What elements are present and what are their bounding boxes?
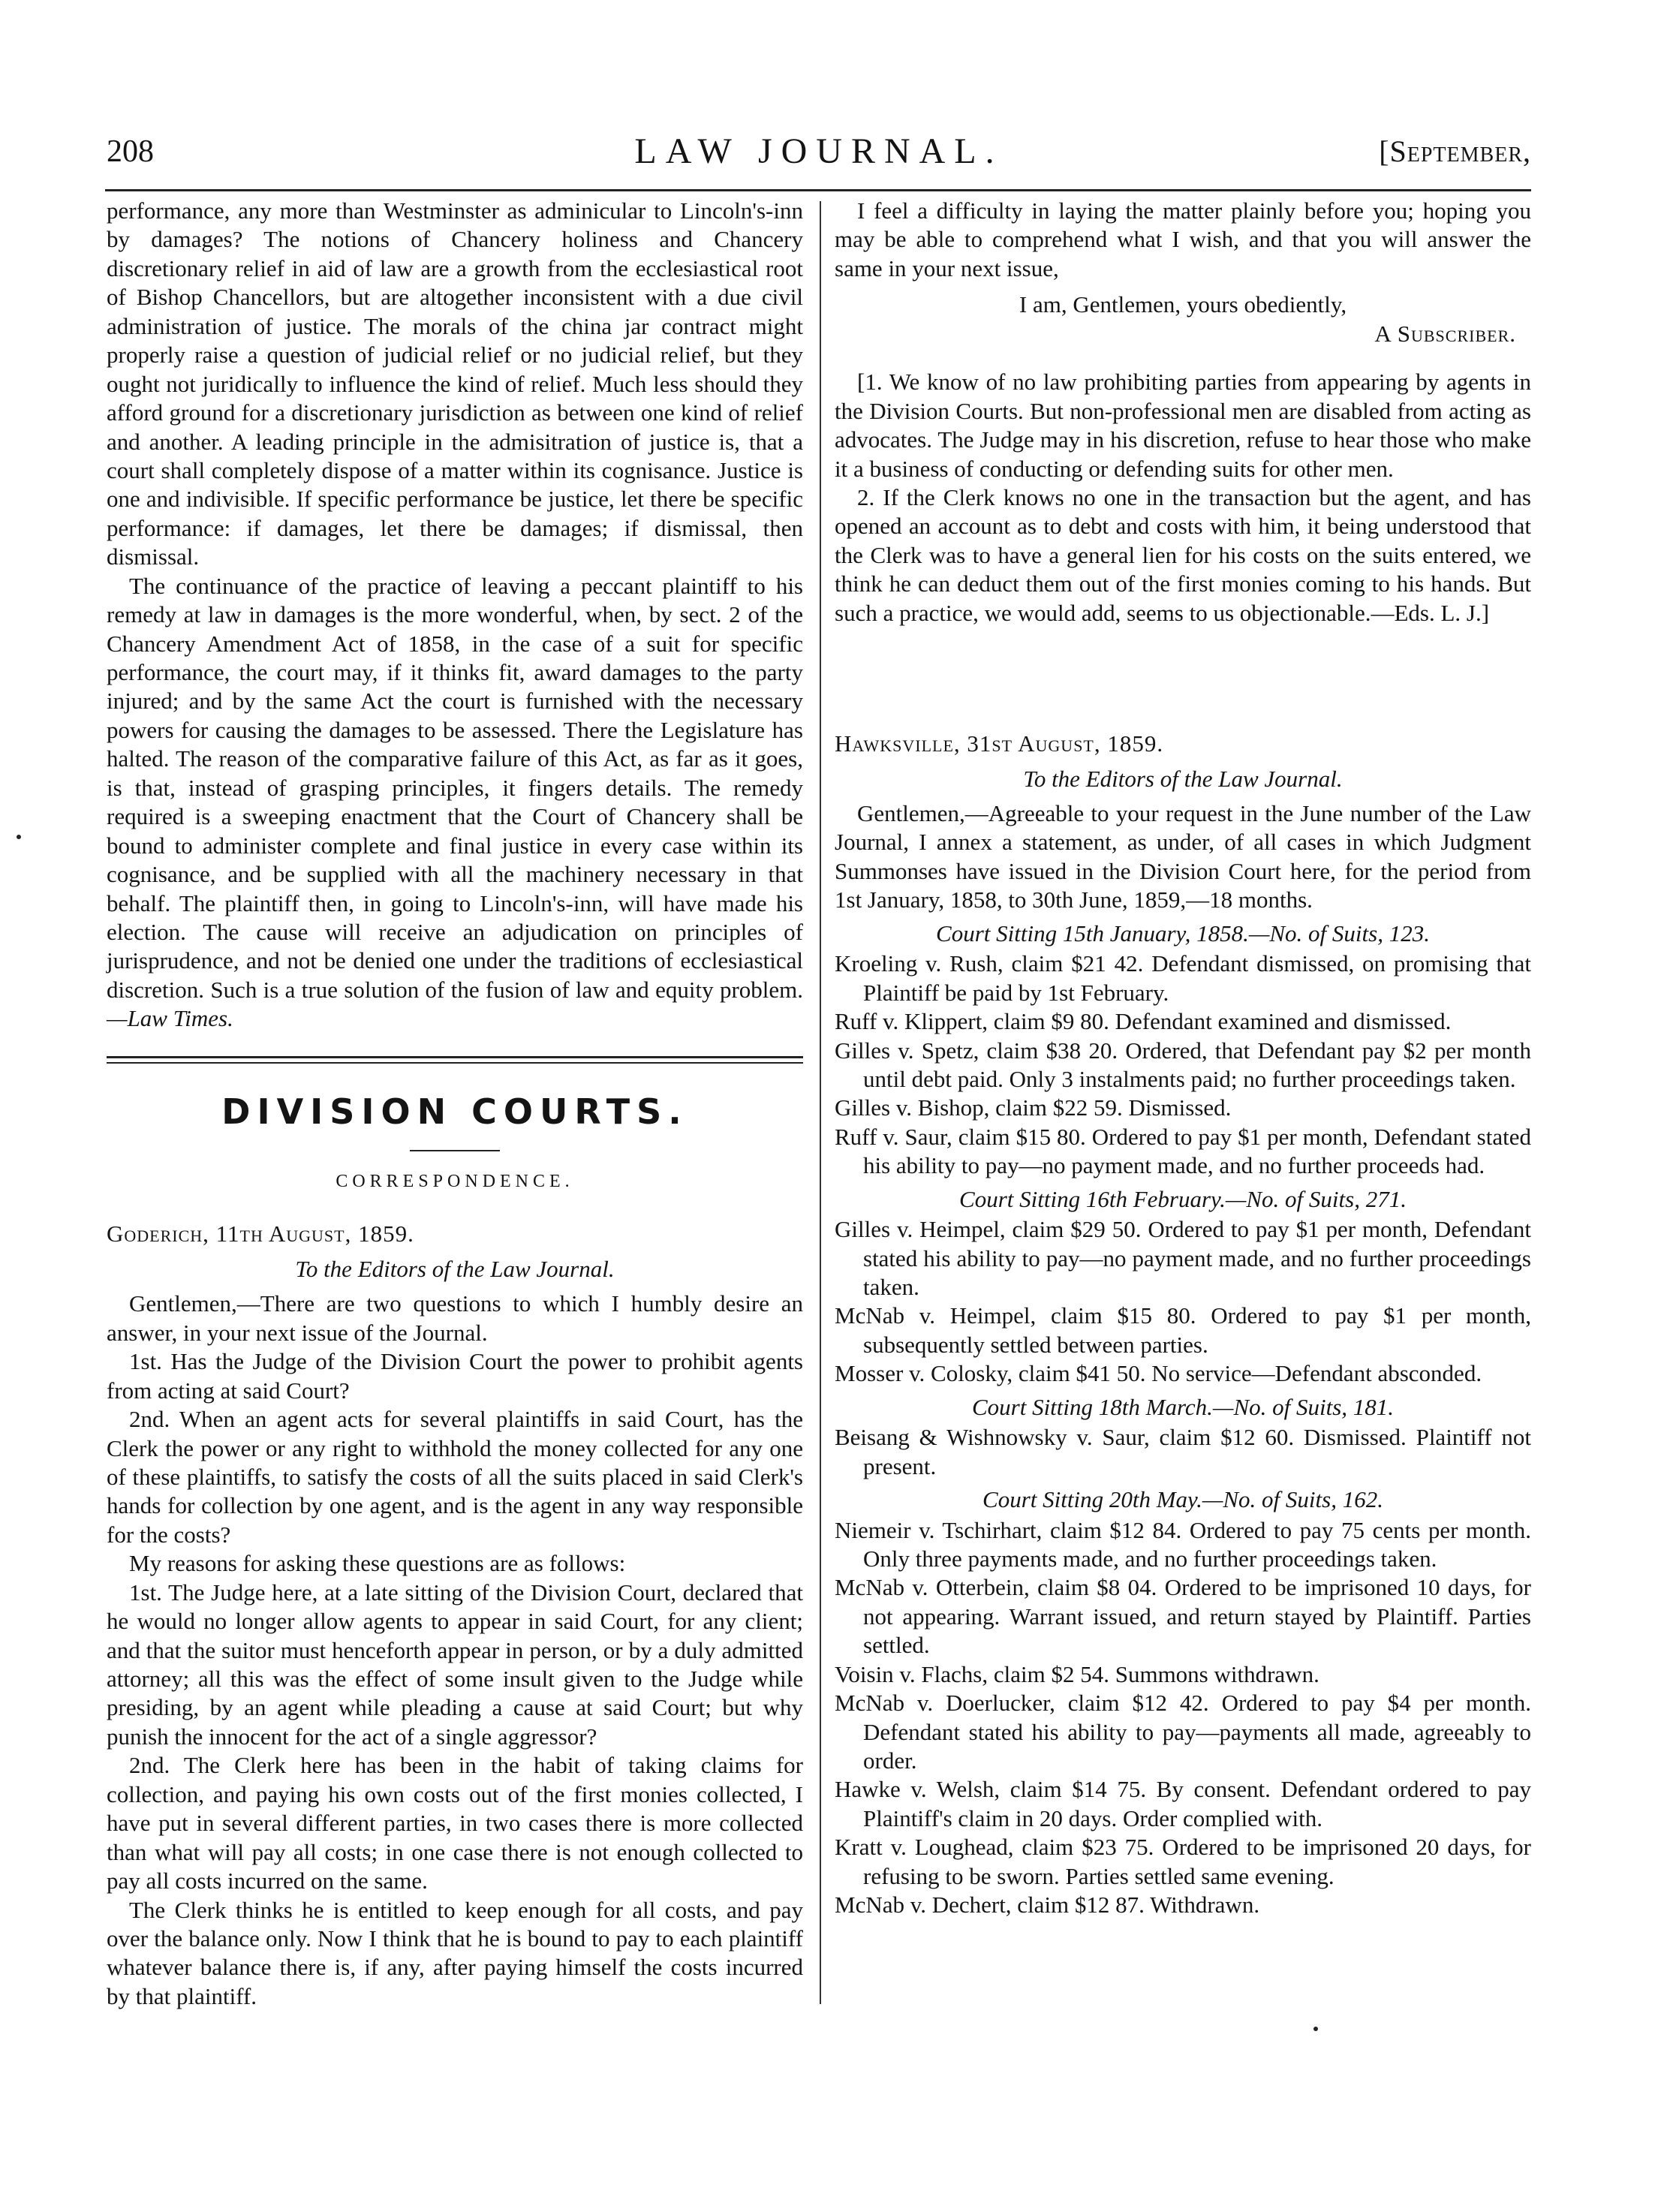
letter-signature: A Subscriber. bbox=[1374, 320, 1516, 347]
letter-closing: I am, Gentlemen, yours obediently, bbox=[1019, 291, 1347, 318]
case-entry: Hawke v. Welsh, claim $14 75. By consent. Defendant ordered to pay Plaintiff's claim in 20 days. Order complied with. bbox=[835, 1776, 1531, 1831]
letter-paragraph: I feel a difficulty in laying the matter plainly before you; hoping you may be able to comprehend what I wish, and that you will answer the same in your next issue, bbox=[835, 197, 1531, 281]
page-number: 208 bbox=[107, 134, 154, 169]
court-sitting-heading: Court Sitting 16th February.—No. of Suits, 271. bbox=[959, 1185, 1407, 1212]
case-entry: McNab v. Heimpel, claim $15 80. Ordered to pay $1 per month, subsequently settled between parties. bbox=[835, 1302, 1531, 1358]
letter-paragraph: The Clerk thinks he is entitled to keep enough for all costs, and pay over the balance only. Now I think that he is bound to pay to each plaintiff whatever balance there is, if any, after paying himself the costs incurred by that plaintiff. bbox=[107, 1896, 803, 2009]
case-entry: Beisang & Wishnowsky v. Saur, claim $12 60. Dismissed. Plaintiff not present. bbox=[835, 1424, 1531, 1479]
letter-paragraph: 1st. Has the Judge of the Division Court the power to prohibit agents from acting at said Court? bbox=[107, 1348, 803, 1404]
article-paragraph bbox=[107, 572, 803, 1034]
article-paragraph: performance, any more than Westminster as adminicular to Lincoln's-inn by damages? The notions of Chancery holiness and Chancery discretionary relief in aid of law are a growth from the ecclesiastical root of Bishop Chancellors, but are altogether inconsistent with a due civil administration of justice. The morals of the china jar contract might properly raise a question of judicial relief or no judicial relief, but they ought not juridically to influence the kind of relief. Much less should they afford ground for a discretionary jurisdiction as between one kind of relief and another. A leading principle in the admisitration of justice is, that a court shall completely dispose of a matter within its cognisance. Justice is one and indivisible. If specific performance be justice, let there be specific performance: if damages, let there be damages; if dismissal, then dismissal. bbox=[107, 197, 803, 570]
running-header bbox=[107, 128, 1531, 180]
editors-reply: 2. If the Clerk knows no one in the transaction but the agent, and has opened an account as to debt and costs with him, it being understood that the Clerk was to have a general lien for his costs on the suits entered, we think he can deduct them out of the first monies coming to his hands. But such a practice, we would add, seems to us objectionable.—Eds. L. J.] bbox=[835, 483, 1531, 626]
article-text: The continuance of the practice of leaving a peccant plaintiff to his remedy at law in damages is the more wonderful, when, by sect. 2 of the Chancery Amendment Act of 1858, in the case of a suit for specific performance, the court may, if it thinks fit, award damages to the party injured; and by the same Act the court is furnished with the necessary powers for causing the damages to be assessed. There the Legislature has halted. The reason of the comparative failure of this Act, as far as it goes, is that, instead of grasping principles, it fingers details. The remedy required is a sweeping enactment that the Court of Chancery shall be bound to administer complete and final justice in every case within its cognisance, and be supplied with all the machinery necessary in that behalf. The plaintiff then, in going to Lincoln's-inn, will have made his election. The cause will receive an adjudication on principles of jurisprudence, and not be denied one under the traditions of ecclesiastical discretion. Such is a true solution of the fusion of law and equity problem. bbox=[107, 572, 803, 1003]
court-sitting-heading: Court Sitting 15th January, 1858.—No. of Suits, 123. bbox=[936, 919, 1430, 946]
court-sitting-heading: Court Sitting 20th May.—No. of Suits, 162. bbox=[982, 1486, 1383, 1513]
letter-place-date: Goderich, 11th August, 1859. bbox=[107, 1220, 414, 1247]
left-column bbox=[107, 197, 803, 2011]
letter-paragraph: 1st. The Judge here, at a late sitting of the Division Court, declared that he would no longer allow agents to appear in said Court, for any client; and that the suitor must henceforth appear in person, or by a duly admitted attorney; all this was the effect of some insult given to the Judge while presiding, by an agent while pleading a cause at said Court; but why punish the innocent for the act of a single aggressor? bbox=[107, 1578, 803, 1750]
case-entry: Ruff v. Klippert, claim $9 80. Defendant examined and dismissed. bbox=[835, 1008, 1452, 1035]
print-speck bbox=[17, 835, 21, 839]
short-rule bbox=[410, 1150, 500, 1151]
article-source: —Law Times. bbox=[107, 1005, 233, 1032]
case-entry: Ruff v. Saur, claim $15 80. Ordered to pay $1 per month, Defendant stated his ability to pay—no payment made, and no further proceeds had. bbox=[835, 1123, 1531, 1179]
editors-reply: [1. We know of no law prohibiting parties from appearing by agents in the Division Courts. But non-professional men are disabled from acting as advocates. The Judge may in his discretion, refuse to hear those who make it a business of conducting or defending suits for other men. bbox=[835, 369, 1531, 482]
letter-place-date: Hawksville, 31st August, 1859. bbox=[835, 730, 1164, 757]
section-divider bbox=[107, 1056, 803, 1064]
header-month: [September, bbox=[1379, 134, 1531, 168]
case-entry: Mosser v. Colosky, claim $41 50. No service—Defendant absconded. bbox=[835, 1360, 1482, 1387]
case-entry: McNab v. Dechert, claim $12 87. Withdrawn. bbox=[835, 1891, 1260, 1919]
right-column bbox=[835, 197, 1531, 1920]
case-entry: Kratt v. Loughead, claim $23 75. Ordered to be imprisoned 20 days, for refusing to be sworn. Parties settled same evening. bbox=[835, 1834, 1531, 1889]
case-entry: Gilles v. Spetz, claim $38 20. Ordered, that Defendant pay $2 per month until debt paid. Only 3 instalments paid; no further proceedings taken. bbox=[835, 1037, 1531, 1092]
case-entry: McNab v. Doerlucker, claim $12 42. Ordered to pay $4 per month. Defendant stated his ability to pay—payments all made, agreeably to order. bbox=[835, 1690, 1531, 1774]
section-title: DIVISION COURTS. bbox=[221, 1091, 688, 1132]
section-subtitle: CORRESPONDENCE. bbox=[336, 1171, 574, 1191]
case-entry: Kroeling v. Rush, claim $21 42. Defendant dismissed, on promising that Plaintiff be paid by 1st February. bbox=[835, 950, 1531, 1006]
letter-paragraph: My reasons for asking these questions are as follows: bbox=[129, 1550, 626, 1577]
case-entry: Gilles v. Heimpel, claim $29 50. Ordered to pay $1 per month, Defendant stated his ability to pay—no payment made, and no further proceedings taken. bbox=[835, 1216, 1531, 1300]
court-sitting-heading: Court Sitting 18th March.—No. of Suits, 181. bbox=[971, 1393, 1395, 1420]
journal-title: LAW JOURNAL. bbox=[634, 131, 1004, 171]
spacer bbox=[835, 348, 1531, 368]
letter-paragraph: Gentlemen,—There are two questions to which I humbly desire an answer, in your next issue of the Journal. bbox=[107, 1290, 803, 1346]
letter-paragraph: 2nd. When an agent acts for several plaintiffs in said Court, has the Clerk the power or any right to withhold the money collected for any one of these plaintiffs, to satisfy the costs of all the suits placed in said Clerk's hands for collection by one agent, and is the agent in any way responsible for the costs? bbox=[107, 1406, 803, 1548]
letter-paragraph: Gentlemen,—Agreeable to your request in the June number of the Law Journal, I annex a statement, as under, of all cases in which Judgment Summonses have issued in the Division Court here, for the period from 1st January, 1858, to 30th June, 1859,—18 months. bbox=[835, 800, 1531, 913]
case-entry: McNab v. Otterbein, claim $8 04. Ordered to be imprisoned 10 days, for not appearing. Warrant issued, and return stayed by Plaintiff. Parties settled. bbox=[835, 1574, 1531, 1659]
column-divider bbox=[820, 201, 821, 2004]
header-rule bbox=[105, 189, 1531, 191]
letter-addressee: To the Editors of the Law Journal. bbox=[1023, 765, 1343, 792]
case-entry: Voisin v. Flachs, claim $2 54. Summons withdrawn. bbox=[835, 1660, 1319, 1687]
print-speck bbox=[1313, 2027, 1318, 2031]
letter-paragraph: 2nd. The Clerk here has been in the habit of taking claims for collection, and paying his own costs out of the first monies collected, I have put in several different parties, in two cases there is more collected than what will pay all costs; in one case there is not enough collected to pay all costs incurred on the same. bbox=[107, 1752, 803, 1894]
spacer bbox=[835, 627, 1531, 710]
case-entry: Gilles v. Bishop, claim $22 59. Dismissed. bbox=[835, 1094, 1232, 1121]
case-entry: Niemeir v. Tschirhart, claim $12 84. Ordered to pay 75 cents per month. Only three payments made, and no further proceedings taken. bbox=[835, 1516, 1531, 1572]
letter-addressee: To the Editors of the Law Journal. bbox=[295, 1255, 615, 1282]
